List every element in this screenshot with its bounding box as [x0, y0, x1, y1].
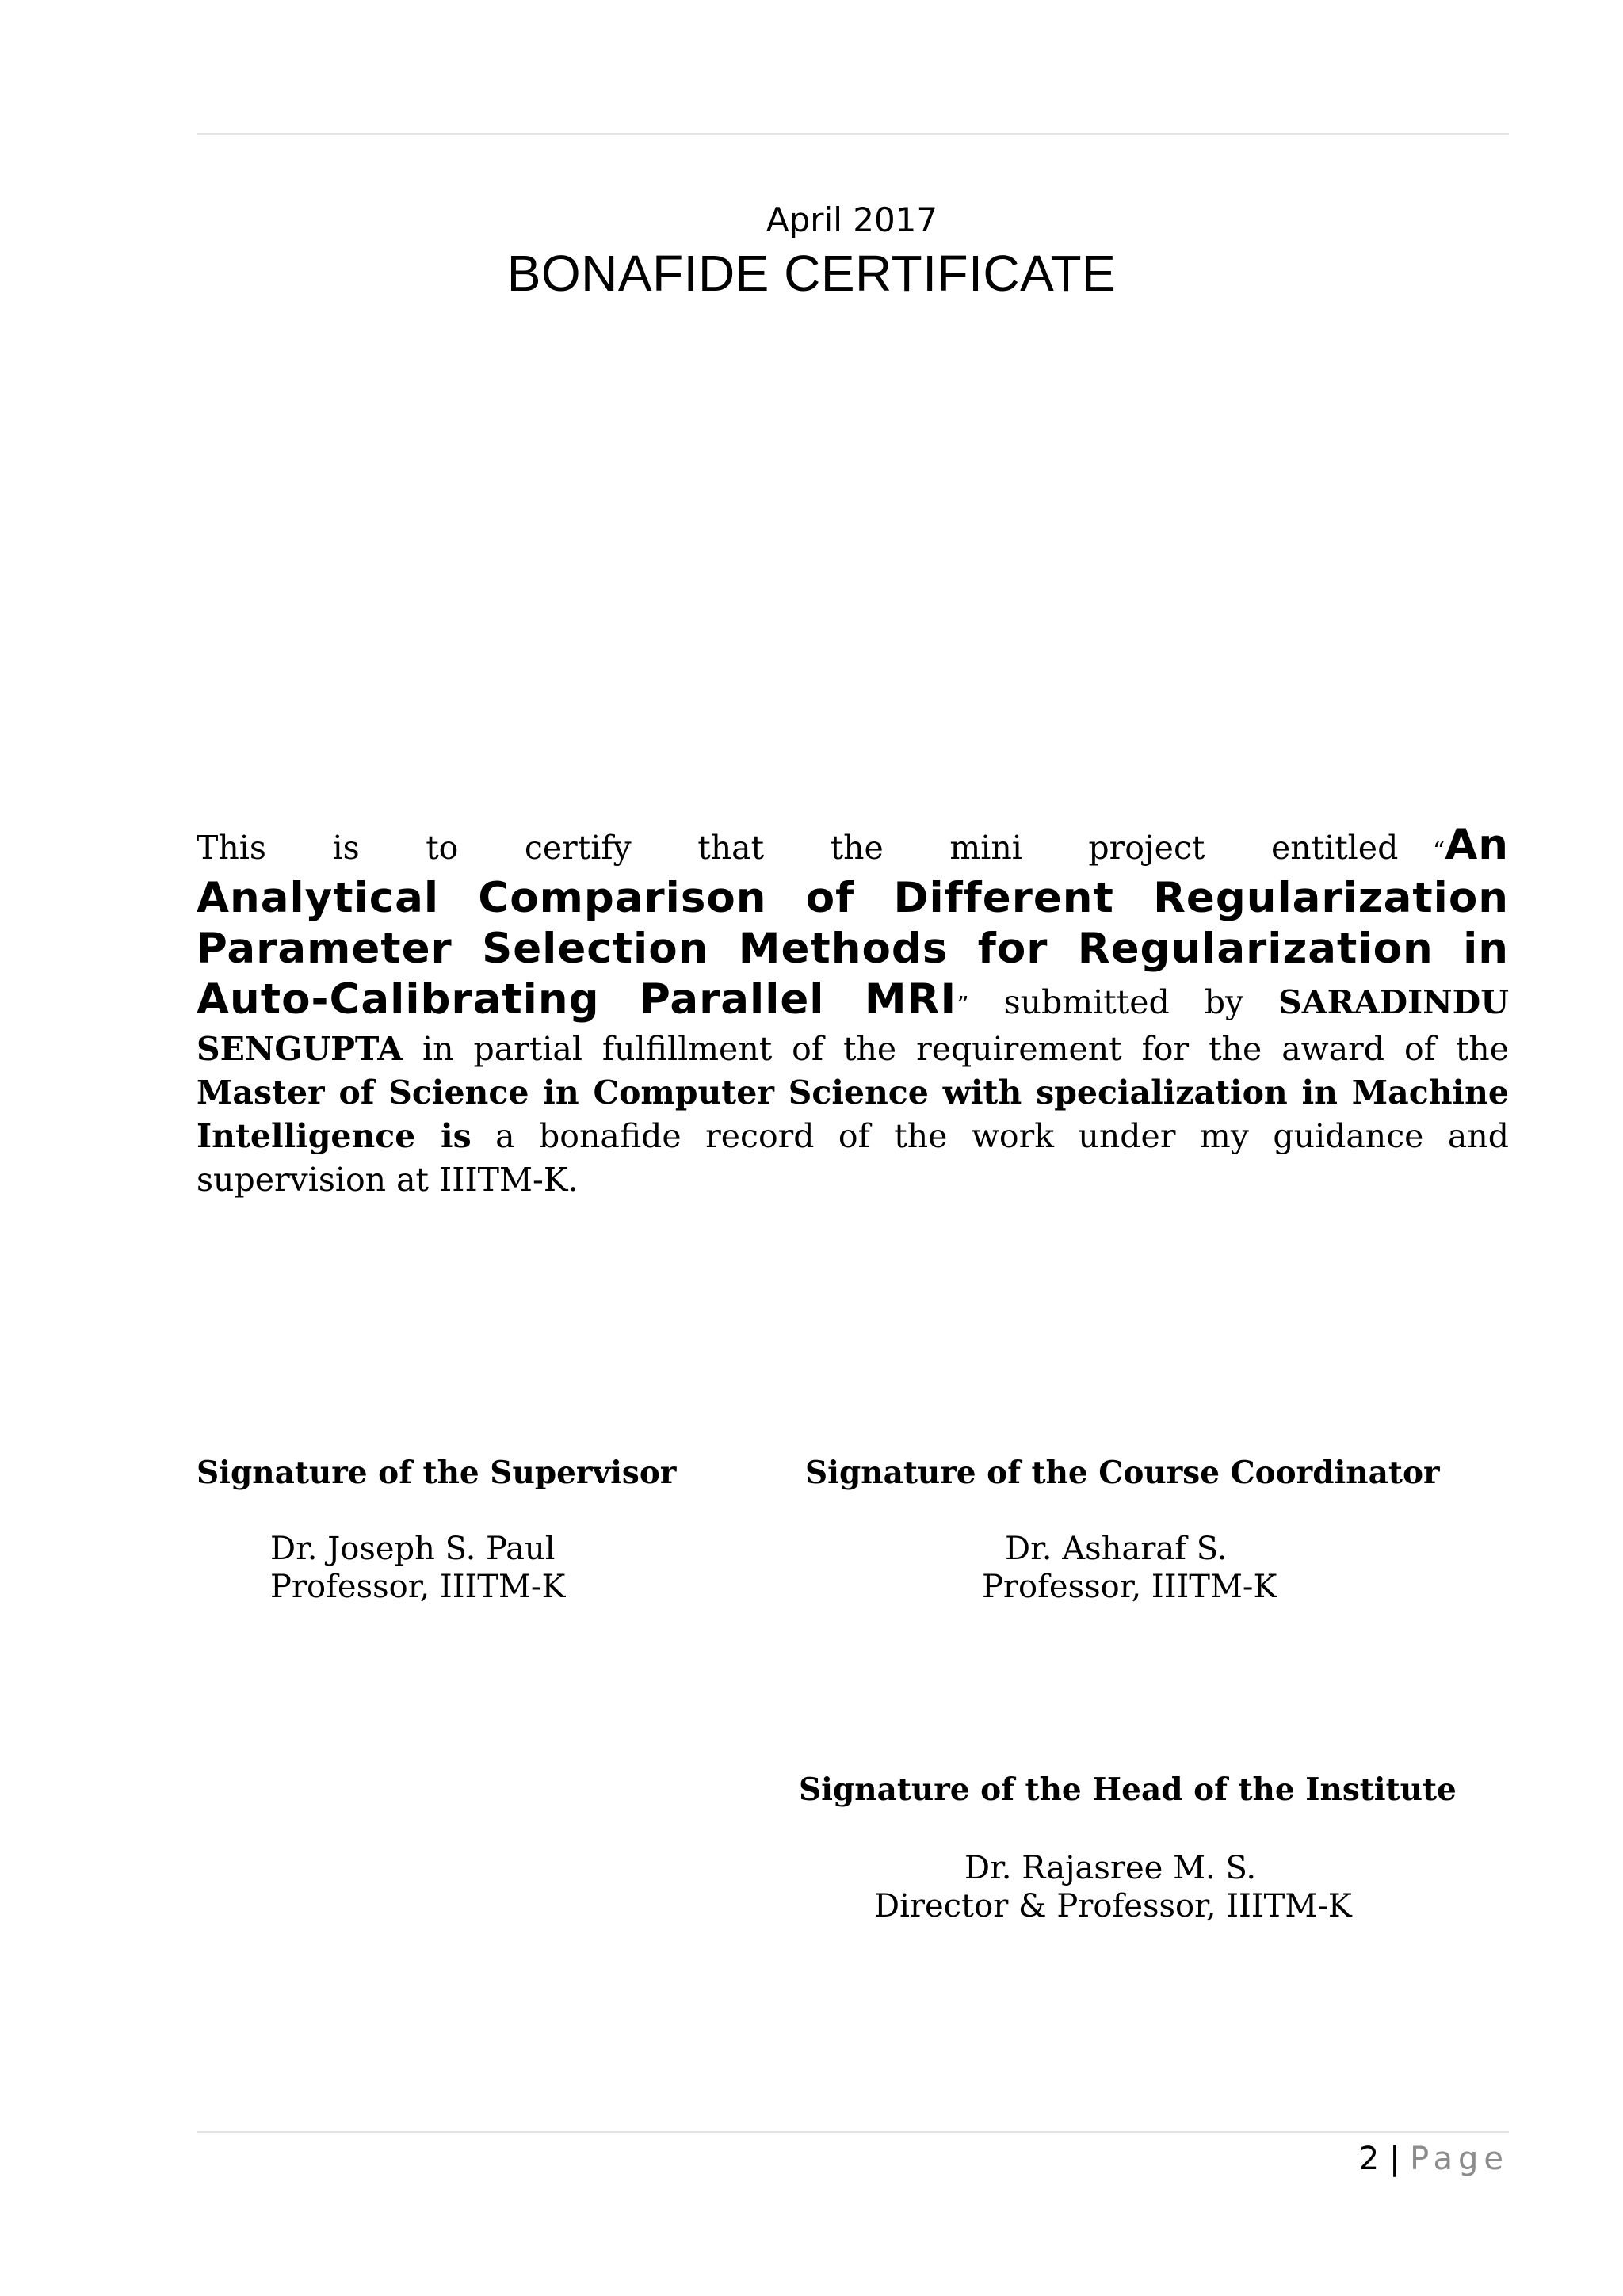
- closing-text: a bonafide record of the work under my guidance and supervision at IIITM-K.: [197, 1117, 1509, 1199]
- certificate-body: [197, 820, 1509, 1202]
- close-quote: ”: [957, 992, 969, 1020]
- supervisor-name: Dr. Joseph S. Paul: [270, 1531, 556, 1567]
- director-signature-heading: Signature of the Head of the Institute: [799, 1772, 1457, 1808]
- page-separator: |: [1388, 2141, 1400, 2177]
- page-number: 2: [1358, 2141, 1380, 2177]
- header-rule: [197, 133, 1509, 135]
- director-role: Director & Professor, IIITM-K: [874, 1888, 1352, 1924]
- page-footer: [1359, 2135, 1509, 2183]
- requirement-text: in partial fulfillment of the requirement for the award of the: [422, 1030, 1509, 1068]
- document-title: BONAFIDE CERTIFICATE: [506, 245, 1117, 302]
- submitted-by-text: submitted by: [1003, 983, 1244, 1021]
- supervisor-signature-heading: Signature of the Supervisor: [197, 1455, 677, 1491]
- intro-text: This is to certify that the mini project entitled: [197, 829, 1399, 867]
- director-name: Dr. Rajasree M. S.: [964, 1850, 1257, 1886]
- page-label: Page: [1410, 2141, 1509, 2177]
- coordinator-signature-heading: Signature of the Course Coordinator: [805, 1455, 1440, 1491]
- open-quote: “: [1432, 837, 1445, 865]
- supervisor-role: Professor, IIITM-K: [270, 1569, 566, 1605]
- footer-rule: [197, 2131, 1509, 2133]
- student-name: SARADINDU SENGUPTA: [197, 983, 1509, 1068]
- project-title: An Analytical Comparison of Different Regularization Parameter Selection Methods for Regularization in Auto-Calibrating Parallel MRI: [197, 821, 1509, 1024]
- coordinator-name: Dr. Asharaf S.: [1005, 1531, 1228, 1567]
- degree-name: Master of Science in Computer Science with specialization in Machine Intelligence is: [197, 1074, 1509, 1155]
- header-date: April 2017: [766, 200, 938, 239]
- coordinator-role: Professor, IIITM-K: [982, 1569, 1277, 1605]
